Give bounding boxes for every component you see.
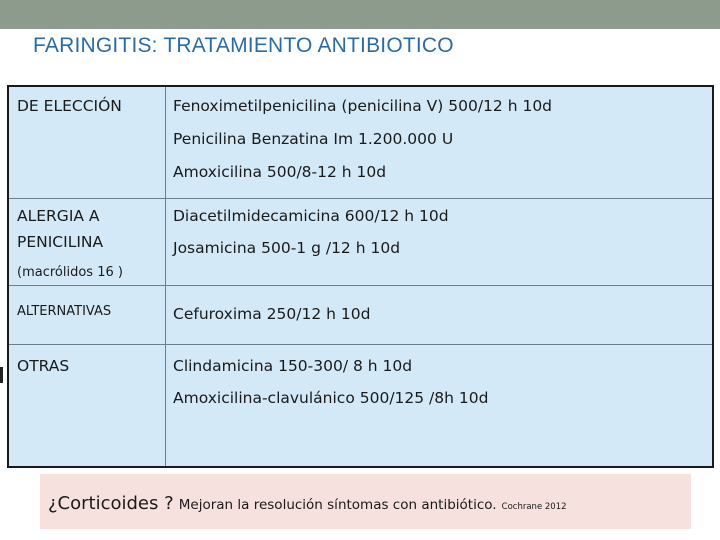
- category-de-eleccion: DE ELECCIÓN: [17, 97, 122, 115]
- corticoides-note: [40, 474, 691, 529]
- treatment-amoxicilina: Amoxicilina 500/8-12 h 10d: [173, 163, 387, 181]
- treatment-fenoximetilpenicilina: Fenoximetilpenicilina (penicilina V) 500/12 h 10d: [173, 97, 553, 115]
- treatment-clindamicina: Clindamicina 150-300/ 8 h 10d: [173, 357, 413, 375]
- treatment-cefuroxima: Cefuroxima 250/12 h 10d: [173, 305, 371, 323]
- note-question: ¿Corticoides ?: [48, 493, 174, 514]
- category-alternativas: ALTERNATIVAS: [17, 304, 112, 319]
- treatment-diacetilmidecamicina: Diacetilmidecamicina 600/12 h 10d: [173, 207, 449, 225]
- note-source: Cochrane 2012: [501, 502, 567, 512]
- treatment-josamicina: Josamicina 500-1 g /12 h 10d: [173, 239, 401, 257]
- category-alergia-note: (macrólidos 16 ): [17, 265, 123, 280]
- edge-mark: [0, 367, 3, 383]
- row-divider: [9, 198, 712, 199]
- row-divider: [9, 285, 712, 286]
- category-otras: OTRAS: [17, 357, 70, 375]
- treatment-amoxicilina-clavulanico: Amoxicilina-clavulánico 500/125 /8h 10d: [173, 389, 489, 407]
- treatment-penicilina-benzatina: Penicilina Benzatina Im 1.200.000 U: [173, 130, 454, 148]
- slide-title: FARINGITIS: TRATAMIENTO ANTIBIOTICO: [33, 34, 454, 57]
- category-alergia-line1: ALERGIA A: [17, 207, 100, 225]
- category-alergia-line2: PENICILINA: [17, 233, 104, 251]
- column-divider: [165, 87, 166, 466]
- note-line: [48, 493, 567, 514]
- row-divider: [9, 344, 712, 345]
- treatment-table: [7, 85, 714, 468]
- top-bar: [0, 0, 720, 29]
- note-answer: Mejoran la resolución síntomas con antibiótico.: [178, 497, 497, 513]
